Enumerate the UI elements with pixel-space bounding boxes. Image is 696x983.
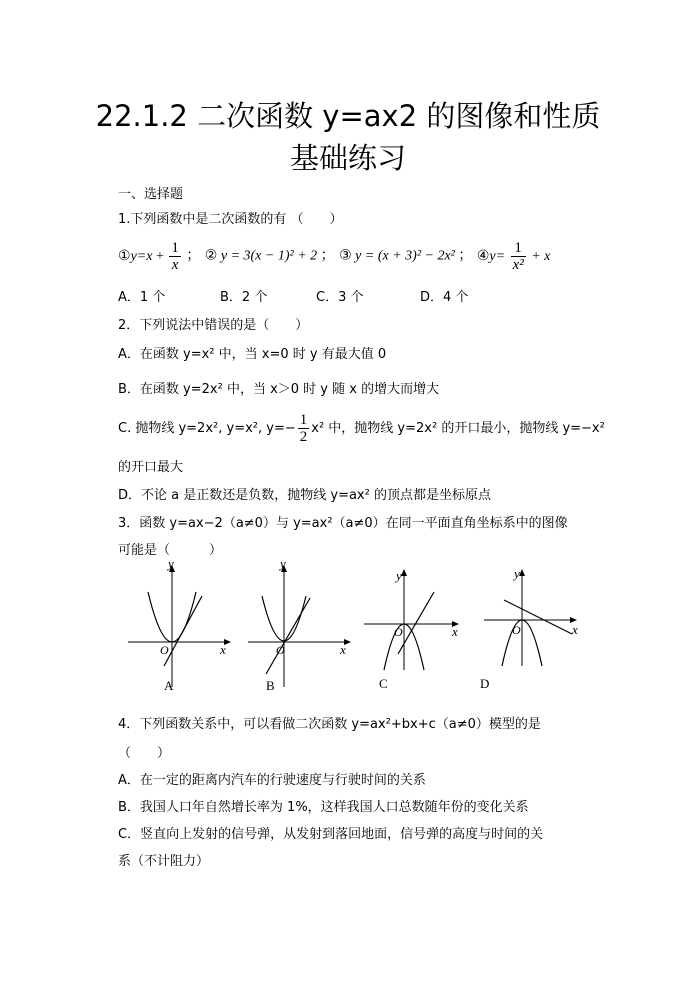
q1-options (118, 289, 468, 307)
q2-stem: 2．下列说法中错误的是（ ） (118, 318, 309, 333)
q4-option-b: B．我国人口年自然增长率为 1%，这样我国人口总数随年份的变化关系 (118, 800, 529, 815)
q4-stem-line1: 4．下列函数关系中，可以看做二次函数 y=ax²+bx+c（a≠0）模型的是 (118, 717, 541, 732)
q4-option-c: C．竖直向上发射的信号弹，从发射到落回地面，信号弹的高度与时间的关 (118, 827, 544, 842)
linear-line (164, 596, 202, 666)
graph-label: C (379, 676, 388, 691)
q1-option-c: C．3 个 (316, 290, 364, 305)
q1-item-2: ② y = 3(x − 1)² + 2 (204, 248, 318, 264)
x-axis-label: x (452, 624, 458, 639)
q1-option-a: A．1 个 (118, 290, 166, 305)
y-axis-label: y (514, 566, 520, 581)
q1-item-4: ④y= $\frac{1}{\text{x²}}$ + x (476, 240, 551, 273)
x-axis-label: x (340, 642, 346, 657)
q1-item-3: ③ y = (x + 3)² − 2x² (339, 248, 455, 264)
q1-option-d: D．4 个 (420, 290, 469, 305)
origin-label: O (394, 625, 403, 639)
y-axis-label: y (280, 556, 286, 571)
y-axis-label: y (396, 568, 402, 583)
q1-stem: 1.下列函数中是二次函数的有 （ ） (118, 212, 343, 227)
q1-item-1: ①y=x + $\frac{1}{x}$ (118, 240, 179, 273)
q4-option-a: A．在一定的距离内汽车的行驶速度与行驶时间的关系 (118, 773, 426, 788)
page-title: 22.1.2 二次函数 y=ax2 的图像和性质 (95, 99, 601, 133)
q2-option-a: A．在函数 y=x² 中，当 x=0 时 y 有最大值 0 (118, 347, 387, 362)
y-axis-label: y (168, 556, 174, 571)
y-axis-arrow (401, 569, 407, 576)
linear-line (266, 598, 310, 674)
q4-option-c-cont: 系（不计阻力） (118, 854, 210, 869)
q4-stem-line2: （ ） (118, 746, 171, 761)
x-axis-label: x (572, 622, 578, 637)
graph-label: A (164, 678, 174, 693)
fraction-1-over-x-squared: $\frac{1}{\text{x²}}$ (512, 240, 524, 273)
graph-a (128, 556, 238, 698)
graph-label: B (266, 678, 275, 693)
q3-stem-line2: 可能是（ ） (118, 543, 223, 558)
q2-option-c-cont: 的开口最大 (118, 460, 184, 475)
origin-label: O (160, 643, 169, 657)
section-heading: 一、选择题 (118, 187, 184, 202)
origin-label: O (512, 623, 521, 637)
q1-option-b: B．2 个 (220, 290, 268, 305)
linear-line (398, 592, 434, 654)
graph-c (364, 562, 474, 698)
fraction-1-over-x: $\frac{1}{x}$ (171, 240, 179, 273)
q3-stem-line1: 3．函数 y=ax−2（a≠0）与 y=ax²（a≠0）在同一平面直角坐标系中的图像 (118, 516, 568, 531)
graph-b (248, 556, 358, 698)
fraction-one-half: $\frac{1}{2}$ (299, 412, 308, 445)
origin-label: O (276, 643, 285, 657)
graph-label: D (480, 676, 490, 691)
q1-items: ①y=x + $\frac{1}{x}$ ； ② y = 3(x − 1)² + 2 ； ③ y = (x + 3)² − 2x² ； ④y= $\frac{1}{\text{x²}}$ + x (118, 240, 551, 273)
page-subtitle: 基础练习 (289, 141, 406, 175)
graph-d (480, 562, 594, 698)
y-axis-arrow (519, 569, 525, 576)
q2-option-d: D．不论 a 是正数还是负数，抛物线 y=ax² 的顶点都是坐标原点 (118, 488, 491, 503)
x-axis-label: x (220, 642, 226, 657)
q2-option-c: C. 抛物线 y=2x², y=x², y=− $\frac{1}{2}$ x² 中，抛物线 y=2x² 的开口最小，抛物线 y=−x² (118, 412, 605, 445)
q2-option-b: B．在函数 y=2x² 中，当 x＞0 时 y 随 x 的增大而增大 (118, 382, 440, 397)
